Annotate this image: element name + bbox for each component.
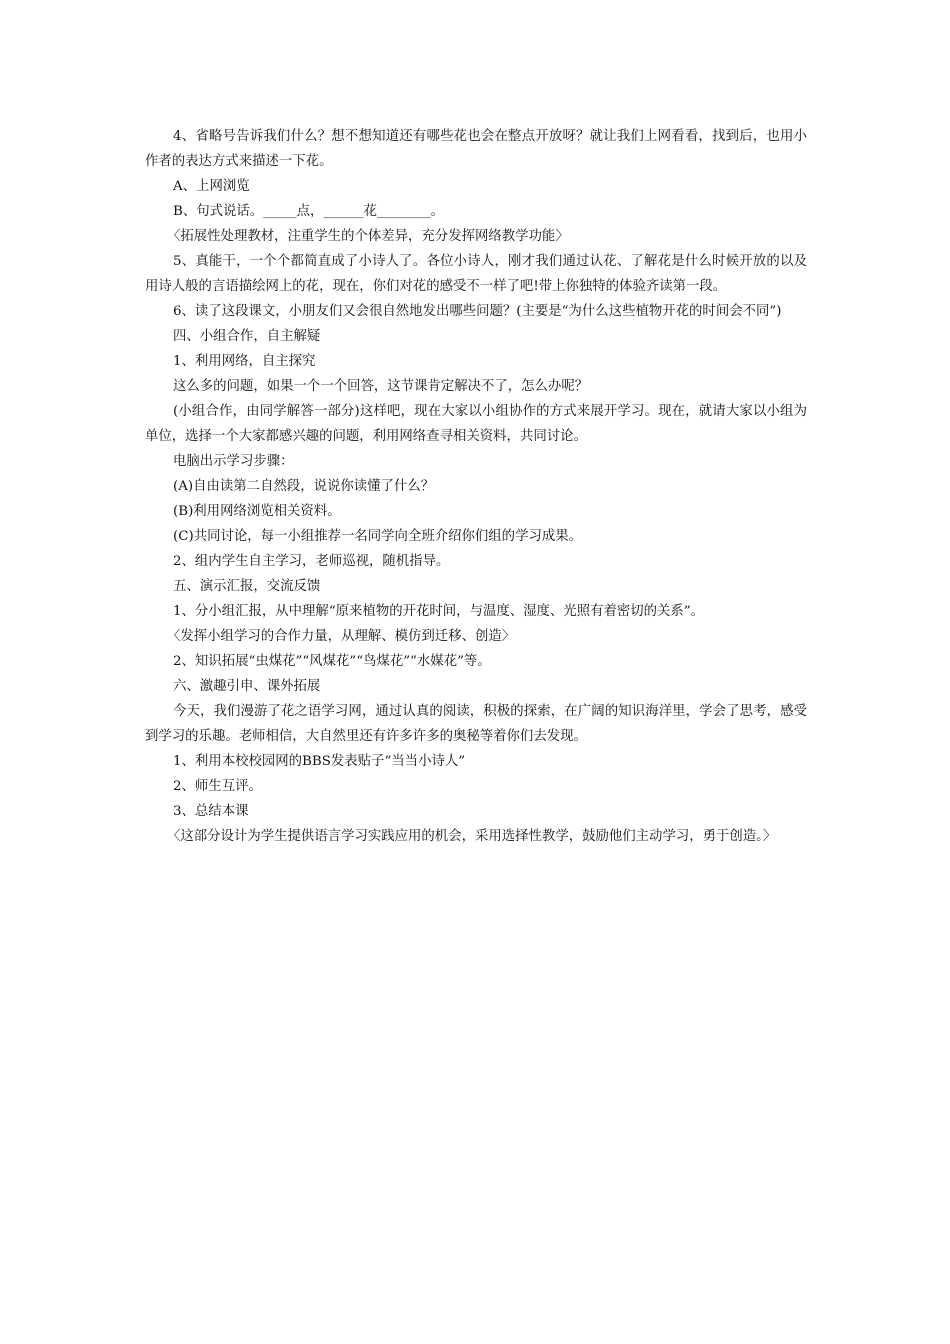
- teaching-note: 〈这部分设计为学生提供语言学习实践应用的机会，采用选择性教学，鼓励他们主动学习，勇于创造。〉: [167, 829, 777, 844]
- step-b: (B)利用网络浏览相关资料。: [173, 504, 341, 519]
- section-heading-4: 四、小组合作，自主解疑: [173, 329, 321, 344]
- option-b: B、句式说话。_____点，______花________。: [173, 204, 444, 219]
- paragraph: 电脑出示学习步骤：: [173, 454, 294, 469]
- paragraph-item-6: 6、读了这段课文，小朋友们又会很自然地发出哪些问题？(主要是“为什么这些植物开花的时间会不同”): [173, 304, 782, 319]
- option-a: A、上网浏览: [173, 179, 250, 194]
- paragraph: 今天，我们漫游了花之语学习网，通过认真的阅读，积极的探索，在广阔的知识海洋里，学会了思考，感受到学习的乐趣。老师相信，大自然里还有许多许多的奥秘等着你们去发现。: [145, 704, 807, 744]
- teaching-note: 〈发挥小组学习的合作力量，从理解、模仿到迁移、创造〉: [167, 629, 516, 644]
- paragraph: 这么多的问题，如果一个一个回答，这节课肯定解决不了，怎么办呢？: [173, 379, 589, 394]
- document-body: [145, 124, 807, 849]
- subsection-2: 2、知识拓展“虫煤花”“风煤花”“鸟煤花”“水媒花”等。: [173, 654, 491, 669]
- subsection-1: 1、利用本校校园网的BBS发表贴子“当当小诗人”: [173, 754, 466, 769]
- step-c: (C)共同讨论，每一小组推荐一名同学向全班介绍你们组的学习成果。: [173, 529, 583, 544]
- paragraph-item-4: 4、省略号告诉我们什么？想不想知道还有哪些花也会在整点开放呀？就让我们上网看看，找到后，也用小作者的表达方式来描述一下花。: [145, 129, 807, 169]
- section-heading-5: 五、演示汇报，交流反馈: [173, 579, 321, 594]
- teaching-note: 〈拓展性处理教材，注重学生的个体差异，充分发挥网络教学功能〉: [167, 229, 569, 244]
- subsection-1: 1、利用网络，自主探究: [173, 354, 316, 369]
- subsection-2: 2、组内学生自主学习，老师巡视，随机指导。: [173, 554, 450, 569]
- subsection-1: 1、分小组汇报，从中理解“原来植物的开花时间，与温度、湿度、光照有着密切的关系”。: [173, 604, 705, 619]
- paragraph: (小组合作，由同学解答一部分)这样吧，现在大家以小组协作的方式来展开学习。现在，就请大家以小组为单位，选择一个大家都感兴趣的问题，利用网络查寻相关资料，共同讨论。: [145, 404, 807, 444]
- paragraph-item-5: 5、真能干，一个个都简直成了小诗人了。各位小诗人，刚才我们通过认花、了解花是什么时候开放的以及用诗人般的言语描绘网上的花，现在，你们对花的感受不一样了吧!带上你独特的体验齐读第一段。: [145, 254, 807, 294]
- section-heading-6: 六、激趣引申、课外拓展: [173, 679, 321, 694]
- step-a: (A)自由读第二自然段，说说你读懂了什么？: [173, 479, 435, 494]
- subsection-3: 3、总结本课: [173, 804, 249, 819]
- subsection-2: 2、师生互评。: [173, 779, 262, 794]
